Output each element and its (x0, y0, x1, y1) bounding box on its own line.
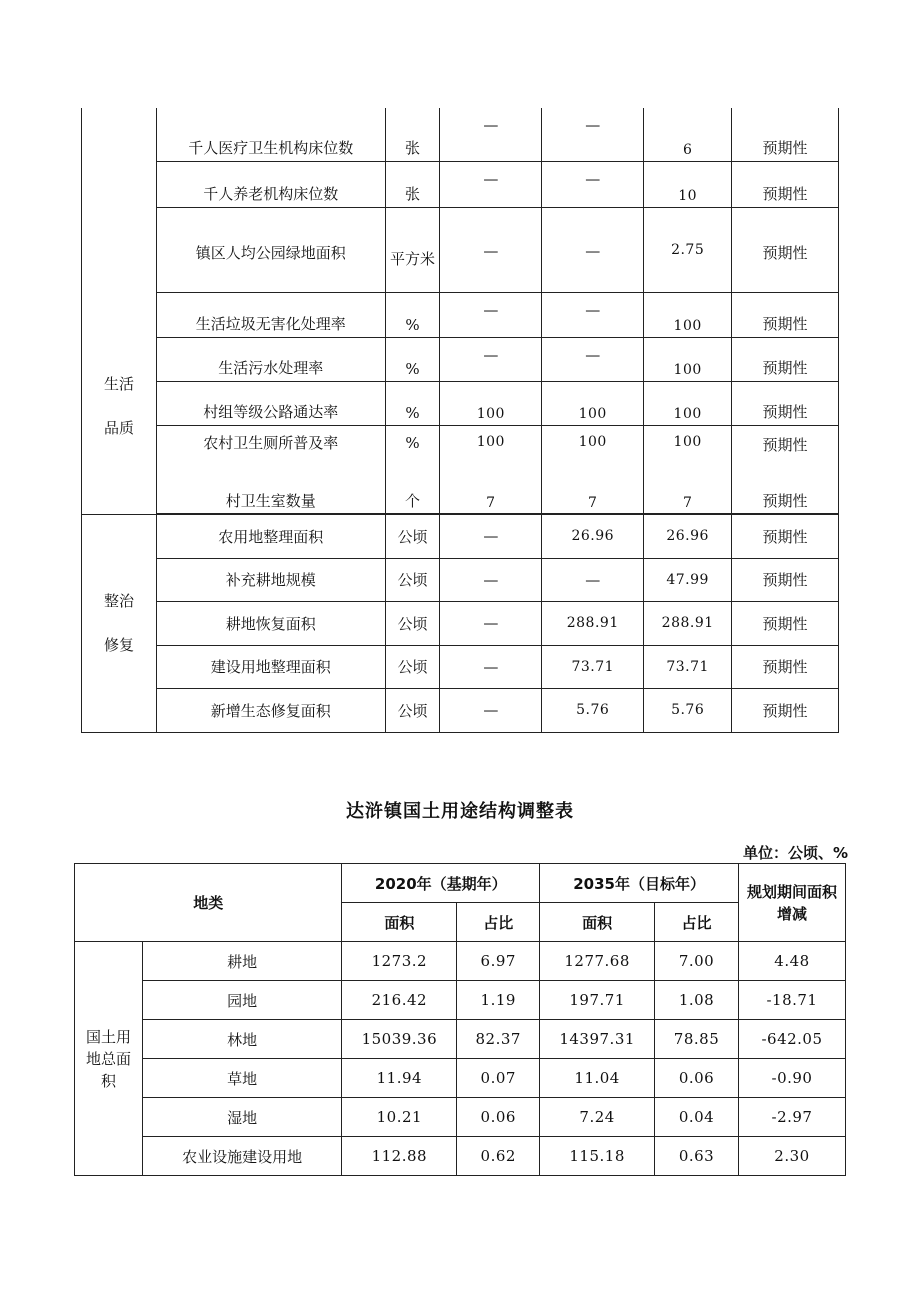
area-change: -2.97 (738, 1098, 845, 1137)
share-2035: 0.06 (655, 1059, 739, 1098)
category-life-quality (82, 108, 157, 514)
indicator-type: 预期性 (732, 688, 839, 732)
area-2020: 1273.2 (342, 942, 457, 981)
land-type: 耕地 (142, 942, 341, 981)
area-2035: 7.24 (540, 1098, 655, 1137)
indicator-unit: 张 (404, 138, 420, 157)
table-row (82, 337, 839, 381)
group-label-text: 国土用地总面积 (85, 1027, 131, 1090)
table-row (82, 688, 839, 732)
indicator-name: 补充耕地规模 (156, 558, 385, 601)
share-2035: 78.85 (655, 1020, 739, 1059)
indicator-name: 耕地恢复面积 (156, 601, 385, 645)
indicator-type: 预期性 (762, 184, 808, 203)
table-row (82, 601, 839, 645)
indicator-unit: 个 (404, 491, 420, 510)
category-label: 品质 (103, 418, 134, 437)
area-2035: 14397.31 (540, 1020, 655, 1059)
area-2020: 15039.36 (342, 1020, 457, 1059)
area-2035: 197.71 (540, 981, 655, 1020)
area-2020: 10.21 (342, 1098, 457, 1137)
indicator-name: 新增生态修复面积 (156, 688, 385, 732)
area-2035: 1277.68 (540, 942, 655, 981)
value-base: — (440, 688, 542, 732)
table-row (82, 292, 839, 337)
value-target: 100 (673, 405, 702, 422)
table-row (75, 942, 846, 981)
share-2035: 0.63 (655, 1137, 739, 1176)
indicator-unit: 公顷 (385, 645, 440, 688)
share-2020: 6.97 (457, 942, 540, 981)
share-2020: 82.37 (457, 1020, 540, 1059)
indicator-unit: 公顷 (385, 558, 440, 601)
land-use-table (74, 863, 846, 1176)
value-mid: — (585, 241, 601, 260)
share-2020: 1.19 (457, 981, 540, 1020)
indicator-type: 预期性 (732, 645, 839, 688)
indicator-name: 生活污水处理率 (218, 358, 324, 377)
header-row (75, 864, 846, 903)
table-row (82, 514, 839, 558)
value-mid: 26.96 (542, 514, 644, 558)
value-mid: 5.76 (542, 688, 644, 732)
area-change: 4.48 (738, 942, 845, 981)
indicator-name: 农用地整理面积 (156, 514, 385, 558)
header-share-2035: 占比 (655, 903, 739, 942)
indicator-unit: % (405, 359, 420, 378)
category-remediation (82, 514, 157, 732)
indicator-name: 村卫生室数量 (225, 491, 316, 510)
indicator-unit: 平方米 (389, 249, 435, 268)
value-base: — (440, 601, 542, 645)
table-row (75, 1020, 846, 1059)
value-mid: — (585, 300, 601, 319)
value-mid: — (585, 345, 601, 364)
header-land-type: 地类 (75, 864, 342, 942)
indicator-type: 预期性 (762, 243, 808, 262)
value-target: 73.71 (644, 645, 732, 688)
value-target: 2.75 (671, 241, 705, 258)
value-mid: — (585, 169, 601, 188)
indicator-type: 预期性 (762, 435, 808, 454)
table-row (82, 645, 839, 688)
value-target: 10 (678, 187, 698, 204)
value-target: 100 (673, 361, 702, 378)
value-mid: 73.71 (542, 645, 644, 688)
table-row (75, 1137, 846, 1176)
indicator-type: 预期性 (732, 601, 839, 645)
land-type: 园地 (142, 981, 341, 1020)
indicator-type: 预期性 (762, 402, 808, 421)
value-base: — (440, 645, 542, 688)
indicator-unit: % (405, 433, 420, 452)
header-area-2020: 面积 (342, 903, 457, 942)
value-mid: 288.91 (542, 601, 644, 645)
indicator-type: 预期性 (762, 314, 808, 333)
value-target: 7 (682, 494, 693, 511)
value-base: 100 (476, 405, 505, 422)
share-2020: 0.07 (457, 1059, 540, 1098)
land-type: 林地 (142, 1020, 341, 1059)
value-base: — (483, 241, 499, 260)
value-target: 100 (673, 433, 702, 450)
indicator-unit: 张 (404, 184, 420, 203)
value-target: 288.91 (644, 601, 732, 645)
table-row (82, 381, 839, 425)
land-type: 湿地 (142, 1098, 341, 1137)
area-2020: 112.88 (342, 1137, 457, 1176)
value-mid: — (585, 116, 601, 134)
indicator-name: 生活垃圾无害化处理率 (195, 314, 346, 333)
value-mid: 100 (578, 405, 607, 422)
share-2035: 0.04 (655, 1098, 739, 1137)
area-2035: 11.04 (540, 1059, 655, 1098)
table-row (82, 425, 839, 513)
header-area-2035: 面积 (540, 903, 655, 942)
category-label: 整治 (103, 592, 134, 610)
value-target: 6 (682, 141, 693, 158)
indicator-unit: % (405, 403, 420, 422)
table-row (75, 1059, 846, 1098)
share-2020: 0.06 (457, 1098, 540, 1137)
value-mid: 100 (578, 433, 607, 450)
table-row (82, 207, 839, 292)
group-label (75, 942, 143, 1176)
indicator-unit: % (405, 315, 420, 334)
indicator-type: 预期性 (762, 358, 808, 377)
value-target: 26.96 (644, 514, 732, 558)
value-base: — (440, 514, 542, 558)
value-mid: — (542, 558, 644, 601)
area-change: 2.30 (738, 1137, 845, 1176)
value-target: 100 (673, 317, 702, 334)
indicator-unit: 公顷 (385, 514, 440, 558)
indicator-table (81, 108, 839, 733)
category-label: 修复 (103, 636, 134, 654)
value-base: — (483, 300, 499, 319)
area-change: -0.90 (738, 1059, 845, 1098)
indicator-name: 千人医疗卫生机构床位数 (188, 138, 354, 157)
indicator-type: 预期性 (762, 491, 808, 510)
value-base: — (483, 169, 499, 188)
category-label: 生活 (103, 374, 134, 393)
indicator-type: 预期性 (732, 558, 839, 601)
header-share-2020: 占比 (457, 903, 540, 942)
area-2035: 115.18 (540, 1137, 655, 1176)
value-base: — (440, 558, 542, 601)
indicator-name: 千人养老机构床位数 (203, 184, 339, 203)
share-2035: 1.08 (655, 981, 739, 1020)
value-base: — (483, 345, 499, 364)
indicator-type: 预期性 (762, 138, 808, 157)
value-base: 7 (486, 494, 496, 511)
header-change (738, 864, 845, 942)
indicator-name: 建设用地整理面积 (156, 645, 385, 688)
table-row (82, 161, 839, 207)
table-row (75, 1098, 846, 1137)
value-target: 47.99 (644, 558, 732, 601)
area-2020: 11.94 (342, 1059, 457, 1098)
area-change: -642.05 (738, 1020, 845, 1059)
land-type: 草地 (142, 1059, 341, 1098)
header-target-year: 2035年（目标年） (540, 864, 739, 903)
value-mid: 7 (588, 494, 598, 511)
area-2020: 216.42 (342, 981, 457, 1020)
table-row (82, 558, 839, 601)
share-2020: 0.62 (457, 1137, 540, 1176)
value-base: — (483, 116, 499, 134)
table-row (82, 108, 839, 161)
area-change: -18.71 (738, 981, 845, 1020)
indicator-unit: 公顷 (385, 688, 440, 732)
value-base: 100 (476, 433, 505, 450)
indicator-name: 镇区人均公园绿地面积 (195, 243, 346, 262)
unit-label: 单位：公顷、% (742, 844, 848, 862)
indicator-unit: 公顷 (385, 601, 440, 645)
share-2035: 7.00 (655, 942, 739, 981)
value-target: 5.76 (644, 688, 732, 732)
header-change-text: 规划期间面积增减 (746, 882, 837, 923)
header-base-year: 2020年（基期年） (342, 864, 540, 903)
table-title: 达浒镇国土用途结构调整表 (346, 801, 574, 822)
table-row (75, 981, 846, 1020)
indicator-type: 预期性 (732, 514, 839, 558)
land-type: 农业设施建设用地 (142, 1137, 341, 1176)
indicator-name: 农村卫生厕所普及率 (203, 433, 339, 452)
indicator-name: 村组等级公路通达率 (203, 402, 339, 421)
